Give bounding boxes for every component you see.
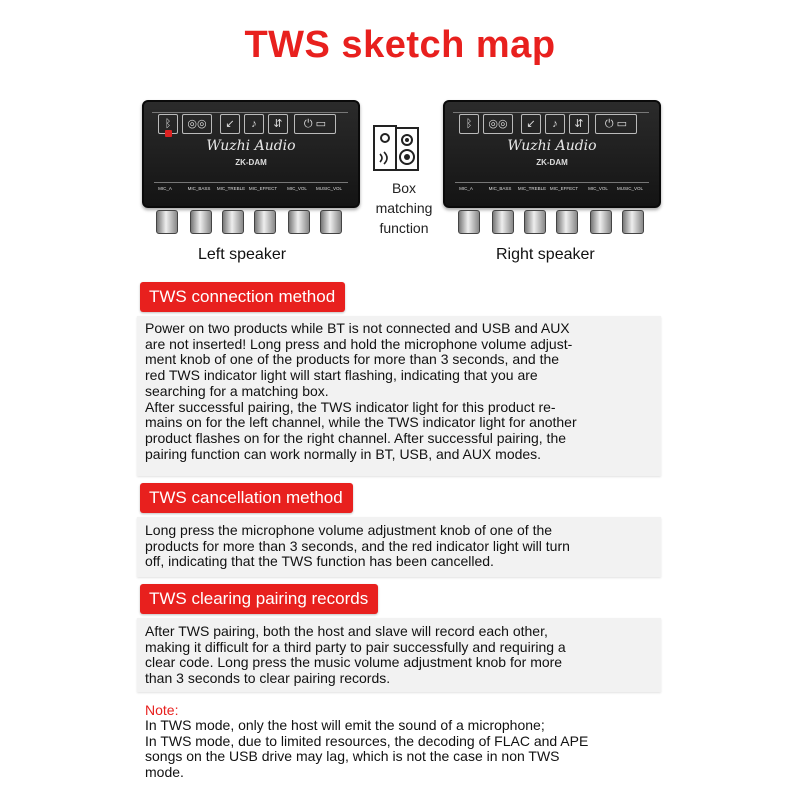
knob-label: MIC_VOL (588, 186, 608, 191)
knob-label: MIC_BASS (488, 186, 512, 191)
text-line: Long press the microphone volume adjustment knob of one of the (145, 522, 553, 538)
mic-treble-knob[interactable] (524, 210, 546, 234)
knob-label: MIC_EFFECT (549, 186, 579, 191)
clearing-text (145, 624, 665, 687)
mic-a-knob[interactable] (156, 210, 178, 234)
knob-label: MIC_TREBLE (216, 186, 246, 191)
mic-a-knob[interactable] (458, 210, 480, 234)
text-line: After TWS pairing, both the host and slave will record each other, (145, 623, 548, 639)
mic-bass-knob[interactable] (492, 210, 514, 234)
tws-indicator-led (165, 130, 172, 137)
box-label-line: Box (391, 180, 417, 196)
aux-port-icon: ◎◎ (182, 114, 212, 134)
text-line: product flashes on for the right channel. After successful pairing, the (145, 429, 567, 446)
text-line: In TWS mode, only the host will emit the sound of a microphone; (145, 717, 545, 733)
cancellation-heading: TWS cancellation method (140, 483, 353, 513)
right-speaker-caption: Right speaker (496, 246, 595, 263)
page-title: TWS sketch map (244, 24, 556, 66)
knob-label: MIC_EFFECT (248, 186, 278, 191)
mic-port-icon: ↙ (521, 114, 541, 134)
device-top-strip (453, 106, 649, 113)
text-line: than 3 seconds to clear pairing records. (145, 670, 391, 687)
music-vol-knob[interactable] (320, 210, 342, 234)
text-line: After successful pairing, the TWS indicator light for this product re- (145, 398, 556, 415)
music-vol-knob[interactable] (622, 210, 644, 234)
text-line: clear code. Long press the music volume adjustment knob for more (145, 654, 563, 671)
mic-port-icon: ↙ (220, 114, 240, 134)
cancellation-text (145, 523, 665, 570)
text-line: In TWS mode, due to limited resources, the decoding of FLAC and APE (145, 732, 589, 749)
text-line: off, indicating that the TWS function has been cancelled. (145, 553, 494, 570)
clearing-heading: TWS clearing pairing records (140, 584, 378, 614)
power-port-icon: ⏻ ▭ (595, 114, 637, 134)
usb-port-icon: ⇵ (569, 114, 589, 134)
device-brand: Wuzhi Audio (206, 138, 296, 154)
text-line: red TWS indicator light will start flashing, indicating that you are (145, 367, 538, 384)
left-speaker-caption: Left speaker (198, 246, 287, 263)
aux-port-icon: ◎◎ (483, 114, 513, 134)
text-line: products for more than 3 seconds, and the red indicator light will turn (145, 537, 570, 554)
box-label-line: function (379, 220, 429, 236)
box-label-line: matching (375, 200, 433, 216)
device-model: ZK-DAM (536, 158, 568, 167)
box-matching-label (360, 178, 448, 238)
text-line: searching for a matching box. (145, 382, 329, 399)
knob-label: MUSIC_VOL (616, 186, 643, 191)
mic-vol-knob[interactable] (288, 210, 310, 234)
left-speaker-device (142, 100, 360, 208)
mic-vol-knob[interactable] (590, 210, 612, 234)
bluetooth-icon: ᛒ (158, 114, 178, 134)
knob-label-row (154, 182, 348, 205)
knob-label: MIC_VOL (287, 186, 307, 191)
text-line: are not inserted! Long press and hold the microphone volume adjust- (145, 335, 573, 352)
device-brand: Wuzhi Audio (507, 138, 597, 154)
knob-label: MIC_A (459, 186, 473, 191)
power-port-icon: ⏻ ▭ (294, 114, 336, 134)
text-line: mode. (145, 764, 184, 781)
knob-label: MUSIC_VOL (315, 186, 342, 191)
text-line: Power on two products while BT is not connected and USB and AUX (145, 320, 570, 336)
text-line: songs on the USB drive may lag, which is not the case in non TWS (145, 748, 560, 765)
device-top-strip (152, 106, 348, 113)
knob-label-row (455, 182, 649, 205)
text-line: pairing function can work normally in BT, USB, and AUX modes. (145, 445, 542, 462)
note-label: Note: (145, 702, 179, 718)
right-speaker-device (443, 100, 661, 208)
connection-text (145, 321, 665, 462)
knob-label: MIC_BASS (187, 186, 211, 191)
usb-port-icon: ⇵ (268, 114, 288, 134)
mic-effect-knob[interactable] (254, 210, 276, 234)
line-port-icon: ♪ (244, 114, 264, 134)
bluetooth-icon: ᛒ (459, 114, 479, 134)
device-model: ZK-DAM (235, 158, 267, 167)
text-line: ment knob of one of the products for more than 3 seconds, and the (145, 351, 560, 368)
text-line: making it difficult for a third party to pair successfully and requiring a (145, 638, 566, 655)
speaker-box-icon (372, 122, 422, 176)
mic-effect-knob[interactable] (556, 210, 578, 234)
line-port-icon: ♪ (545, 114, 565, 134)
knob-label: MIC_TREBLE (517, 186, 547, 191)
knob-label: MIC_A (158, 186, 172, 191)
mic-treble-knob[interactable] (222, 210, 244, 234)
note-text (145, 718, 665, 781)
connection-heading: TWS connection method (140, 282, 345, 312)
mic-bass-knob[interactable] (190, 210, 212, 234)
text-line: mains on for the left channel, while the TWS indicator light for another (145, 414, 577, 431)
